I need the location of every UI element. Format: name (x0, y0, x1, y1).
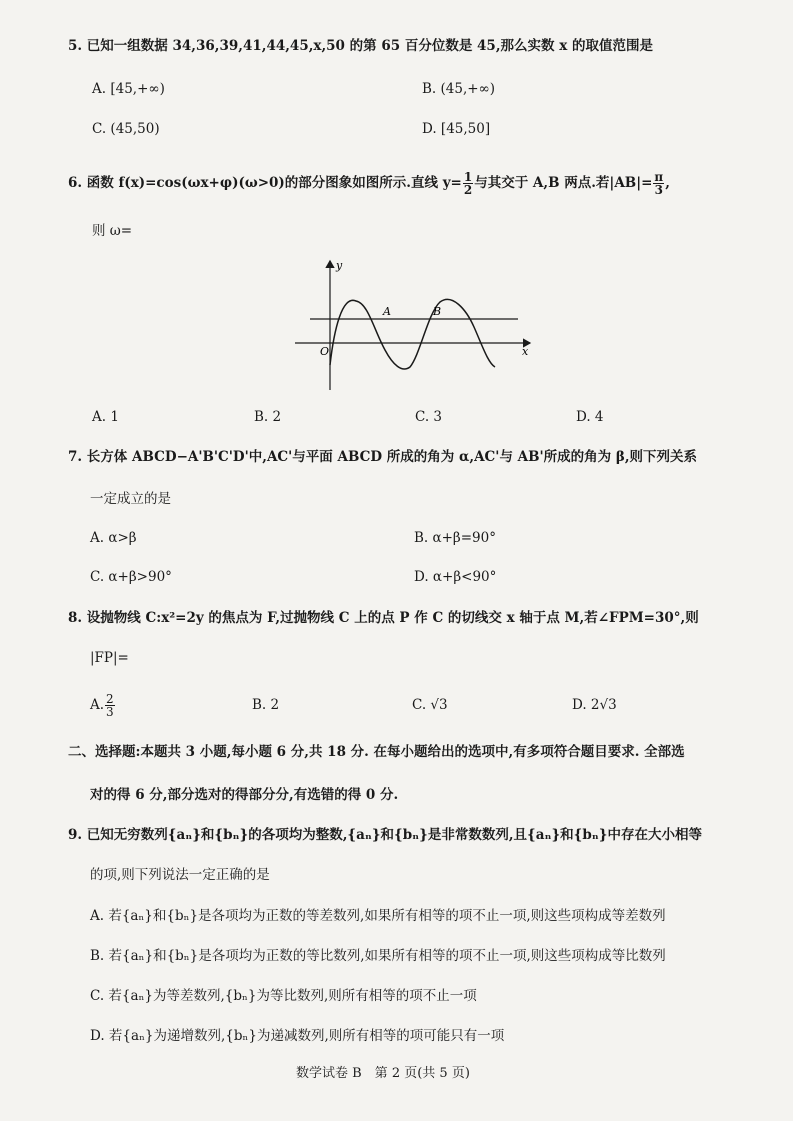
q6-option-c: C. 3 (415, 409, 443, 425)
q6-y-denominator: 2 (463, 183, 473, 197)
q8-option-c: C. √3 (412, 697, 448, 713)
q6-cosine-graph (290, 255, 540, 395)
q8-stem1: 8. 设抛物线 C:x²=2y 的焦点为 F,过抛物线 C 上的点 P 作 C 的切线交 x 轴于点 M,若∠FPM=30°,则 (68, 610, 699, 626)
section2-instructions-line2: 对的得 6 分,部分选对的得部分分,有选错的得 0 分. (90, 787, 399, 803)
q6-ab-fraction (653, 171, 664, 196)
q8-stem2: |FP|= (90, 650, 129, 666)
page-footer: 数学试卷 B 第 2 页(共 5 页) (296, 1066, 470, 1081)
q5-option-b: B. (45,+∞) (422, 81, 496, 97)
q5-option-c: C. (45,50) (92, 121, 160, 137)
y-axis-label: y (336, 259, 343, 272)
q8-option-b: B. 2 (252, 697, 280, 713)
q8-option-a-fraction (105, 693, 115, 718)
q5-option-a: A. [45,+∞) (92, 81, 165, 97)
q7-stem1: 7. 长方体 ABCD−A'B'C'D'中,AC'与平面 ABCD 所成的角为 α,AC'与 AB'所成的角为 β,则下列关系 (68, 449, 698, 465)
x-axis-label: x (522, 345, 529, 358)
q9-stem1: 9. 已知无穷数列{aₙ}和{bₙ}的各项均为整数,{aₙ}和{bₙ}是非常数数列,且{aₙ}和{bₙ}中存在大小相等 (68, 827, 702, 843)
q8-option-d: D. 2√3 (572, 697, 617, 713)
q6-stem2: 则 ω= (92, 223, 133, 239)
q5-stem: 5. 已知一组数据 34,36,39,41,44,45,x,50 的第 65 百分位数是 45,那么实数 x 的取值范围是 (68, 38, 653, 54)
q6-y-numerator: 1 (463, 170, 473, 184)
q6-stem-part-b: 与其交于 A,B 两点.若|AB|= (474, 175, 653, 191)
q9-option-c: C. 若{aₙ}为等差数列,{bₙ}为等比数列,则所有相等的项不止一项 (90, 988, 477, 1004)
q6-option-b: B. 2 (254, 409, 282, 425)
q8-option-a-numerator: 2 (106, 692, 114, 706)
point-a-label: A (383, 305, 391, 318)
q9-option-a: A. 若{aₙ}和{bₙ}是各项均为正数的等差数列,如果所有相等的项不止一项,则这些项构成等差数列 (90, 908, 666, 924)
q6-y-fraction (463, 171, 473, 196)
q6-ab-denominator: 3 (654, 183, 663, 197)
q7-option-b: B. α+β=90° (414, 530, 496, 546)
point-b-label: B (433, 305, 442, 318)
q8-option-a-prefix: A. (90, 697, 105, 713)
q6-option-d: D. 4 (576, 409, 604, 425)
section2-instructions-line1: 二、选择题:本题共 3 小题,每小题 6 分,共 18 分. 在每小题给出的选项中,有多项符合题目要求. 全部选 (68, 744, 685, 760)
q8-option-a-denominator: 3 (106, 705, 114, 719)
q6-option-a: A. 1 (92, 409, 119, 425)
q6-stem (68, 168, 670, 198)
q7-option-c: C. α+β>90° (90, 569, 172, 585)
q7-option-a: A. α>β (90, 530, 137, 546)
q9-option-d: D. 若{aₙ}为递增数列,{bₙ}为递减数列,则所有相等的项可能只有一项 (90, 1028, 505, 1044)
q9-stem2: 的项,则下列说法一定正确的是 (90, 867, 270, 883)
q7-stem2: 一定成立的是 (90, 491, 171, 507)
q6-stem-part-a: 6. 函数 f(x)=cos(ωx+φ)(ω>0)的部分图象如图所示.直线 y= (68, 175, 462, 191)
q6-stem-part-c: , (665, 175, 670, 191)
origin-label: O (320, 345, 330, 358)
cosine-curve (330, 299, 495, 369)
q7-option-d: D. α+β<90° (414, 569, 497, 585)
q9-option-b: B. 若{aₙ}和{bₙ}是各项均为正数的等比数列,如果所有相等的项不止一项,则这些项构成等比数列 (90, 948, 666, 964)
q6-ab-numerator: π (654, 170, 664, 184)
q8-option-a (90, 690, 116, 720)
q5-option-d: D. [45,50] (422, 121, 491, 137)
